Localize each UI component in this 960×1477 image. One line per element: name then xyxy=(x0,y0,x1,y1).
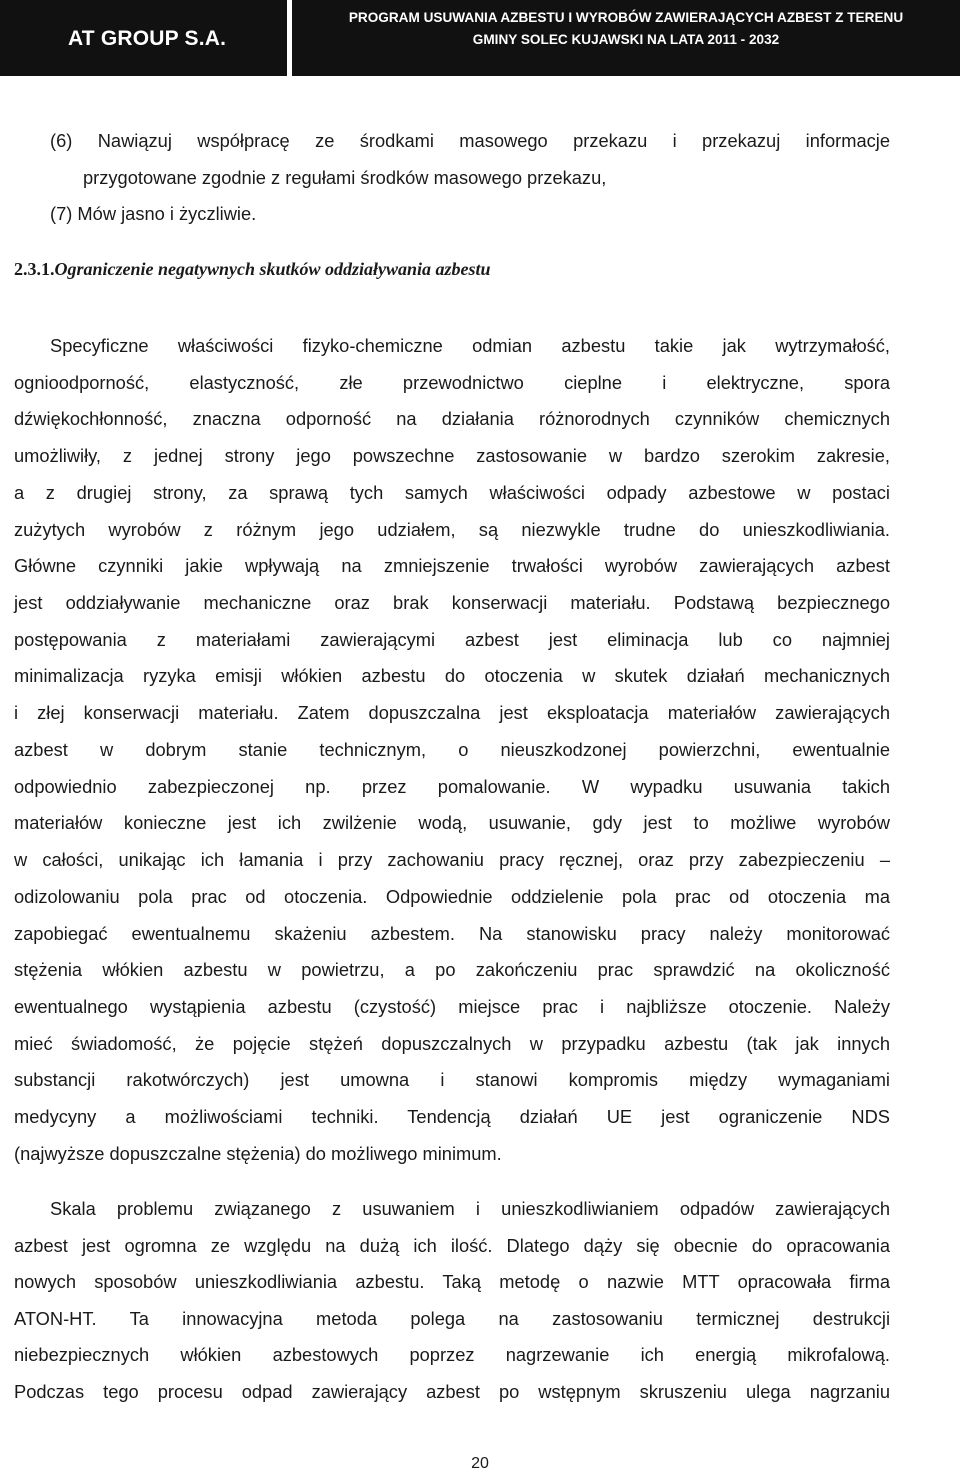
section-title: Ograniczenie negatywnych skutków oddziaływania azbestu xyxy=(54,259,491,279)
paragraph-line: nowych sposobów unieszkodliwiania azbestu. Taką metodę o nazwie MTT opracowała firma xyxy=(14,1271,890,1293)
paragraph-line: odpowiednio zabezpieczonej np. przez pomalowanie. W wypadku usuwania takich xyxy=(14,775,890,797)
paragraph-line: w całości, unikając ich łamania i przy zachowaniu pracy ręcznej, oraz przy zabezpieczeniu – xyxy=(14,849,890,871)
paragraph-line: mieć świadomość, że pojęcie stężeń dopuszczalnych w przypadku azbestu (tak jak innych xyxy=(14,1032,890,1054)
paragraph-line: zużytych wyrobów z różnym jego udziałem, są niezwykle trudne do unieszkodliwiania. xyxy=(14,518,890,540)
paragraph-line: niebezpiecznych włókien azbestowych poprzez nagrzewanie ich energią mikrofalową. xyxy=(14,1344,890,1366)
paragraph-line: minimalizacja ryzyka emisji włókien azbestu do otoczenia w skutek działań mechanicznych xyxy=(14,665,890,687)
paragraph-line: (najwyższe dopuszczalne stężenia) do możliwego minimum. xyxy=(14,1142,502,1164)
paragraph-line: ognioodporność, elastyczność, złe przewodnictwo cieplne i elektryczne, spora xyxy=(14,371,890,393)
list-item-6-line-1: (6) Nawiązuj współpracę ze środkami masowego przekazu i przekazuj informacje xyxy=(50,130,890,151)
paragraph-line: ewentualnego wystąpienia azbestu (czystość) miejsce prac i najbliższe otoczenie. Należy xyxy=(14,995,890,1017)
section-number: 2.3.1. xyxy=(14,259,55,279)
document-title-line-2: GMINY SOLEC KUJAWSKI NA LATA 2011 - 2032 xyxy=(472,32,780,47)
paragraph-line: azbest jest ogromna ze względu na dużą ich ilość. Dlatego dąży się obecnie do opracowania xyxy=(14,1234,890,1256)
paragraph-line: i złej konserwacji materiału. Zatem dopuszczalna jest eksploatacja materiałów zawierających xyxy=(14,702,890,724)
page-number: 20 xyxy=(471,1455,489,1472)
paragraph-line: stężenia włókien azbestu w powietrzu, a po zakończeniu prac sprawdzić na okoliczność xyxy=(14,959,890,981)
paragraph-line: materiałów konieczne jest ich zwilżenie wodą, usuwanie, gdy jest to możliwe wyrobów xyxy=(14,812,890,834)
paragraph-line: dźwiękochłonność, znaczna odporność na działania różnorodnych czynników chemicznych xyxy=(14,408,890,430)
paragraph-line: ATON-HT. Ta innowacyjna metoda polega na zastosowaniu termicznej destrukcji xyxy=(14,1307,890,1329)
document-title xyxy=(292,7,960,51)
paragraph-line: postępowania z materiałami zawierającymi azbest jest eliminacja lub co najmniej xyxy=(14,628,890,650)
paragraph-line: odizolowaniu pola prac od otoczenia. Odpowiednie oddzielenie pola prac od otoczenia ma xyxy=(14,885,890,907)
paragraph-line: Główne czynniki jakie wpływają na zmniejszenie trwałości wyrobów zawierających azbest xyxy=(14,555,890,577)
list-item-6-line-2: przygotowane zgodnie z regułami środków masowego przekazu, xyxy=(83,167,607,188)
company-name: AT GROUP S.A. xyxy=(68,27,227,50)
paragraph-line: Skala problemu związanego z usuwaniem i unieszkodliwianiem odpadów zawierających xyxy=(50,1198,890,1219)
paragraph-line: jest oddziaływanie mechaniczne oraz brak konserwacji materiału. Podstawą bezpiecznego xyxy=(14,592,890,614)
paragraph-line: Podczas tego procesu odpad zawierający azbest po wstępnym skruszeniu ulega nagrzaniu xyxy=(14,1381,890,1402)
paragraph-line: a z drugiej strony, za sprawą tych samych właściwości odpady azbestowe w postaci xyxy=(14,481,890,503)
paragraph-line: umożliwiły, z jednej strony jego powszechne zastosowanie w bardzo szerokim zakresie, xyxy=(14,445,890,467)
page-header xyxy=(0,0,960,76)
paragraph-line: substancji rakotwórczych) jest umowna i stanowi kompromis między wymaganiami xyxy=(14,1069,890,1091)
section-heading xyxy=(14,259,491,280)
paragraph-line: medycyny a możliwościami techniki. Tendencją działań UE jest ograniczenie NDS xyxy=(14,1106,890,1128)
paragraph-line: azbest w dobrym stanie technicznym, o nieuszkodzonej powierzchni, ewentualnie xyxy=(14,738,890,760)
document-title-line-1: PROGRAM USUWANIA AZBESTU I WYROBÓW ZAWIERAJĄCYCH AZBEST Z TERENU xyxy=(348,10,904,25)
paragraph-line: Specyficzne właściwości fizyko-chemiczne odmian azbestu takie jak wytrzymałość, xyxy=(50,335,890,356)
paragraph-line: zapobiegać ewentualnemu skażeniu azbestem. Na stanowisku pracy należy monitorować xyxy=(14,922,890,944)
list-item-7: (7) Mów jasno i życzliwie. xyxy=(50,203,257,224)
